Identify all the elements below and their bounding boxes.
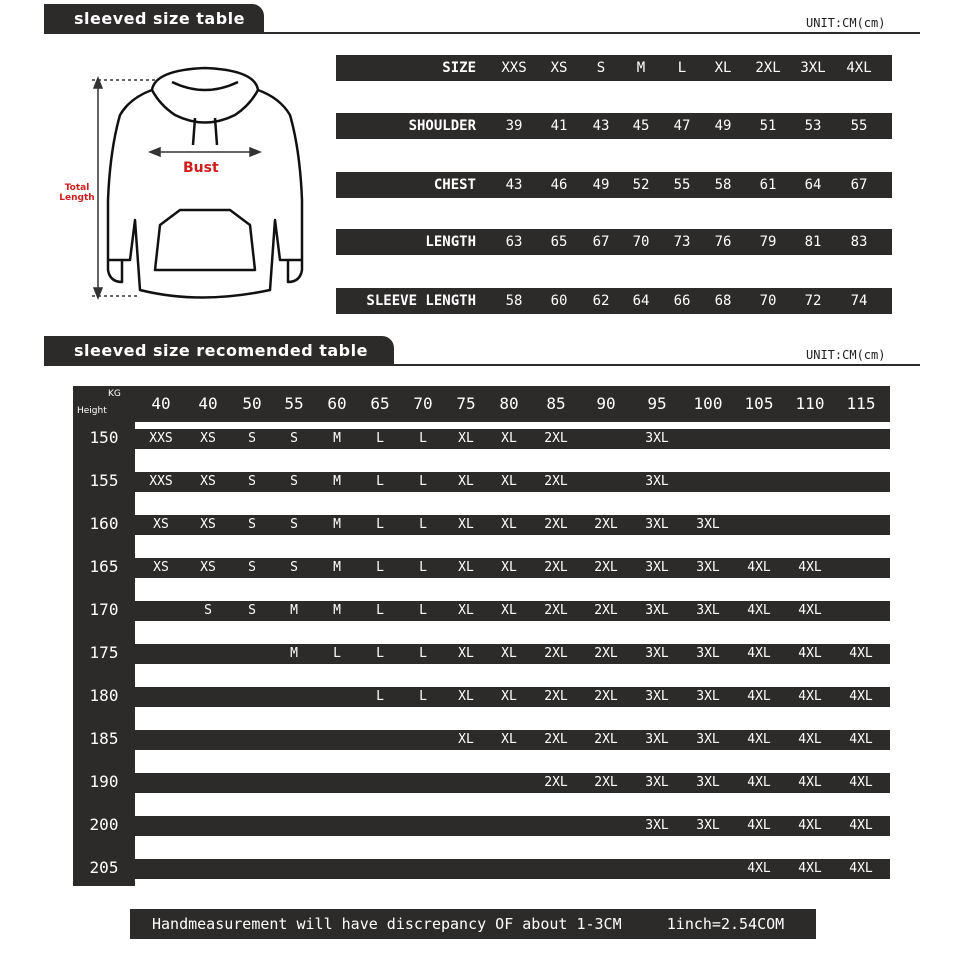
weight-header-cell: 105: [744, 394, 774, 413]
size-table-cell: 58: [505, 293, 523, 309]
recommend-size-cell: XS: [200, 474, 216, 489]
recommend-size-cell: XL: [458, 560, 474, 575]
weight-header-cell: 60: [327, 394, 347, 413]
weight-header-cell: 95: [647, 394, 667, 413]
size-table-row-label: SIZE: [442, 60, 476, 76]
recommend-size-cell: XL: [501, 560, 517, 575]
height-cell: 165: [89, 557, 119, 576]
recommend-size-cell: M: [333, 517, 341, 532]
recommend-size-cell: L: [376, 517, 384, 532]
recommend-size-cell: L: [419, 517, 427, 532]
recommend-size-cell: 3XL: [696, 732, 720, 747]
weight-header-cell: 80: [499, 394, 519, 413]
recommend-size-cell: M: [333, 560, 341, 575]
size-table-cell: 41: [550, 118, 568, 134]
recommend-size-cell: XL: [501, 474, 517, 489]
size-table-cell: 64: [632, 293, 650, 309]
recommend-size-cell: L: [419, 431, 427, 446]
size-table-cell: XL: [714, 60, 732, 76]
size-table-cell: XS: [550, 60, 568, 76]
recommend-size-cell: 2XL: [594, 689, 618, 704]
recommend-size-cell: 3XL: [645, 603, 669, 618]
size-table-row-label: CHEST: [433, 177, 476, 193]
weight-header-cell: 100: [693, 394, 723, 413]
recommend-size-cell: 4XL: [849, 732, 873, 747]
size-table-cell: 55: [673, 177, 691, 193]
size-table-row: [336, 172, 892, 198]
total-length-label: [57, 183, 97, 203]
size-table-cell: 60: [550, 293, 568, 309]
footer-note: [130, 909, 816, 939]
size-table-cell: L: [677, 60, 687, 76]
weight-header-cell: 90: [596, 394, 616, 413]
total-length-label-line2: Length: [59, 193, 95, 203]
recommend-size-cell: XL: [458, 517, 474, 532]
size-table-cell: 58: [714, 177, 732, 193]
size-table-row: [336, 229, 892, 255]
size-table-cell: 49: [592, 177, 610, 193]
recommend-size-cell: 4XL: [798, 775, 822, 790]
recommend-size-cell: S: [248, 603, 256, 618]
recommend-size-cell: 4XL: [849, 775, 873, 790]
size-table-row: [336, 113, 892, 139]
recommend-size-cell: XS: [200, 517, 216, 532]
size-table-cell: 70: [759, 293, 777, 309]
recommend-size-cell: L: [419, 603, 427, 618]
section-divider: [44, 364, 920, 366]
recommend-size-cell: 3XL: [645, 646, 669, 661]
recommend-size-cell: XS: [200, 431, 216, 446]
recommend-size-cell: 2XL: [544, 646, 568, 661]
height-cell: 170: [89, 600, 119, 619]
weight-header-cell: 40: [198, 394, 218, 413]
size-table-cell: 74: [850, 293, 868, 309]
weight-header-cell: 115: [846, 394, 876, 413]
section-divider: [44, 32, 920, 34]
height-cell: 190: [89, 772, 119, 791]
size-table-cell: 55: [850, 118, 868, 134]
kg-label: KG: [108, 389, 121, 399]
recommend-size-cell: XS: [200, 560, 216, 575]
section-title-size-table: sleeved size table: [44, 4, 264, 34]
size-table-cell: 62: [592, 293, 610, 309]
recommend-size-cell: 3XL: [645, 689, 669, 704]
recommend-size-cell: M: [333, 474, 341, 489]
recommend-size-cell: 3XL: [696, 689, 720, 704]
recommend-size-cell: 2XL: [594, 560, 618, 575]
recommend-size-cell: L: [376, 646, 384, 661]
hoodie-icon: [60, 60, 320, 310]
recommend-size-cell: 2XL: [594, 775, 618, 790]
recommend-size-cell: 4XL: [798, 818, 822, 833]
recommend-size-cell: 3XL: [645, 818, 669, 833]
recommend-size-cell: L: [419, 689, 427, 704]
height-cell: 200: [89, 815, 119, 834]
recommend-size-cell: XL: [501, 603, 517, 618]
recommend-size-cell: XL: [501, 732, 517, 747]
size-table-cell: 83: [850, 234, 868, 250]
recommend-size-cell: S: [290, 474, 298, 489]
recommend-size-cell: XL: [501, 431, 517, 446]
size-table-cell: 76: [714, 234, 732, 250]
size-table-cell: 39: [505, 118, 523, 134]
unit-label: UNIT:CM(cm): [806, 348, 886, 362]
recommend-size-cell: L: [376, 560, 384, 575]
discrepancy-note: Handmeasurement will have discrepancy OF about 1-3CM: [152, 915, 622, 933]
recommend-size-cell: S: [248, 474, 256, 489]
size-table-cell: 43: [505, 177, 523, 193]
unit-label: UNIT:CM(cm): [806, 16, 886, 30]
size-table-cell: 43: [592, 118, 610, 134]
recommend-size-cell: 3XL: [645, 474, 669, 489]
weight-header-cell: 85: [546, 394, 566, 413]
height-cell: 180: [89, 686, 119, 705]
recommend-size-cell: M: [333, 603, 341, 618]
height-column: [73, 386, 135, 886]
size-table-cell: 67: [592, 234, 610, 250]
recommend-size-cell: L: [333, 646, 341, 661]
size-table-cell: 72: [804, 293, 822, 309]
recommend-size-cell: 4XL: [798, 603, 822, 618]
recommend-size-cell: 4XL: [849, 861, 873, 876]
size-table-row-label: SHOULDER: [408, 118, 476, 134]
size-table-cell: 53: [804, 118, 822, 134]
size-table-cell: 47: [673, 118, 691, 134]
size-table-cell: XXS: [501, 60, 527, 76]
recommend-size-cell: 4XL: [747, 775, 771, 790]
size-table-cell: 49: [714, 118, 732, 134]
size-table-row-label: LENGTH: [425, 234, 476, 250]
recommend-size-cell: 4XL: [798, 689, 822, 704]
recommend-size-cell: 2XL: [544, 560, 568, 575]
weight-header-cell: 70: [413, 394, 433, 413]
recommend-size-cell: 4XL: [798, 732, 822, 747]
recommend-size-cell: XL: [458, 689, 474, 704]
recommend-size-cell: 3XL: [696, 560, 720, 575]
recommend-size-cell: S: [290, 431, 298, 446]
size-table-cell: 73: [673, 234, 691, 250]
recommend-size-cell: 4XL: [798, 560, 822, 575]
recommend-size-cell: XXS: [149, 431, 173, 446]
recommend-size-cell: 4XL: [849, 818, 873, 833]
size-table-cell: S: [596, 60, 606, 76]
recommend-size-cell: XL: [458, 732, 474, 747]
size-table-cell: 52: [632, 177, 650, 193]
section-title-recommend-table: sleeved size recomended table: [44, 336, 394, 366]
recommend-size-cell: 4XL: [747, 689, 771, 704]
size-table-cell: 68: [714, 293, 732, 309]
size-table-cell: 51: [759, 118, 777, 134]
recommend-size-cell: L: [419, 646, 427, 661]
size-table-cell: 70: [632, 234, 650, 250]
weight-header-cell: 55: [284, 394, 304, 413]
recommend-size-cell: 2XL: [544, 517, 568, 532]
recommend-size-cell: 3XL: [645, 775, 669, 790]
recommend-size-cell: XL: [501, 689, 517, 704]
recommend-size-cell: 4XL: [747, 560, 771, 575]
recommend-size-cell: S: [248, 517, 256, 532]
recommend-size-cell: L: [419, 474, 427, 489]
recommend-size-cell: 3XL: [696, 603, 720, 618]
recommend-size-cell: XXS: [149, 474, 173, 489]
recommend-size-cell: 4XL: [747, 818, 771, 833]
bust-label: Bust: [183, 160, 219, 176]
recommend-size-cell: 4XL: [849, 646, 873, 661]
recommend-size-cell: 4XL: [747, 603, 771, 618]
recommend-size-cell: 4XL: [747, 861, 771, 876]
recommend-size-cell: 2XL: [594, 646, 618, 661]
height-label: Height: [77, 406, 107, 416]
weight-header-cell: 110: [795, 394, 825, 413]
height-cell: 205: [89, 858, 119, 877]
recommend-size-cell: M: [290, 603, 298, 618]
size-table-cell: 3XL: [800, 60, 826, 76]
size-table-cell: 2XL: [755, 60, 781, 76]
recommend-size-cell: XS: [153, 517, 169, 532]
recommend-size-cell: S: [290, 517, 298, 532]
recommend-size-cell: L: [376, 474, 384, 489]
recommend-size-cell: 4XL: [747, 732, 771, 747]
recommend-size-cell: 2XL: [544, 732, 568, 747]
recommend-size-cell: 3XL: [645, 431, 669, 446]
recommend-size-cell: 3XL: [645, 732, 669, 747]
height-cell: 150: [89, 428, 119, 447]
recommend-size-cell: 4XL: [798, 861, 822, 876]
recommend-size-cell: M: [333, 431, 341, 446]
recommend-size-cell: L: [376, 689, 384, 704]
recommend-size-cell: M: [290, 646, 298, 661]
size-table-cell: 79: [759, 234, 777, 250]
height-cell: 175: [89, 643, 119, 662]
size-table-cell: 61: [759, 177, 777, 193]
recommend-size-cell: XL: [501, 517, 517, 532]
size-table-cell: 64: [804, 177, 822, 193]
recommend-size-cell: L: [419, 560, 427, 575]
size-table-cell: 67: [850, 177, 868, 193]
recommend-size-cell: 3XL: [696, 775, 720, 790]
size-table-row-label: SLEEVE LENGTH: [366, 293, 476, 309]
recommend-size-cell: 2XL: [594, 732, 618, 747]
recommend-size-cell: S: [290, 560, 298, 575]
size-table-cell: 46: [550, 177, 568, 193]
size-table-cell: M: [636, 60, 646, 76]
recommend-size-cell: 2XL: [594, 603, 618, 618]
weight-header-cell: 50: [242, 394, 262, 413]
recommend-size-cell: 2XL: [544, 689, 568, 704]
recommend-size-cell: 2XL: [544, 775, 568, 790]
recommend-size-cell: S: [248, 560, 256, 575]
recommend-size-cell: XL: [501, 646, 517, 661]
recommend-size-cell: XL: [458, 474, 474, 489]
recommend-size-cell: S: [204, 603, 212, 618]
inch-conversion: 1inch=2.54COM: [666, 915, 785, 933]
recommend-size-cell: 4XL: [798, 646, 822, 661]
weight-header-cell: 75: [456, 394, 476, 413]
weight-header-cell: 40: [151, 394, 171, 413]
recommend-size-cell: L: [376, 603, 384, 618]
size-table-cell: 45: [632, 118, 650, 134]
recommend-size-cell: 3XL: [645, 560, 669, 575]
recommend-size-cell: 3XL: [645, 517, 669, 532]
total-length-label-line1: Total: [64, 183, 90, 193]
recommend-size-cell: XL: [458, 431, 474, 446]
recommend-size-cell: 3XL: [696, 517, 720, 532]
size-table-row: [336, 288, 892, 314]
size-table-cell: 81: [804, 234, 822, 250]
recommend-size-cell: 2XL: [544, 474, 568, 489]
size-table-cell: 65: [550, 234, 568, 250]
recommend-size-cell: 3XL: [696, 646, 720, 661]
recommend-size-cell: S: [248, 431, 256, 446]
recommend-size-cell: 2XL: [594, 517, 618, 532]
recommend-size-cell: XL: [458, 603, 474, 618]
height-cell: 185: [89, 729, 119, 748]
height-cell: 160: [89, 514, 119, 533]
recommend-size-cell: XS: [153, 560, 169, 575]
hoodie-illustration: [60, 60, 320, 310]
size-table-cell: 63: [505, 234, 523, 250]
size-table-cell: 66: [673, 293, 691, 309]
recommend-size-cell: XL: [458, 646, 474, 661]
recommend-size-cell: 3XL: [696, 818, 720, 833]
recommend-size-cell: 2XL: [544, 603, 568, 618]
height-cell: 155: [89, 471, 119, 490]
size-table-row: [336, 55, 892, 81]
recommend-size-cell: 4XL: [849, 689, 873, 704]
recommend-size-cell: L: [376, 431, 384, 446]
recommend-size-cell: 2XL: [544, 431, 568, 446]
weight-header-cell: 65: [370, 394, 390, 413]
recommend-size-cell: 4XL: [747, 646, 771, 661]
size-table-cell: 4XL: [846, 60, 872, 76]
